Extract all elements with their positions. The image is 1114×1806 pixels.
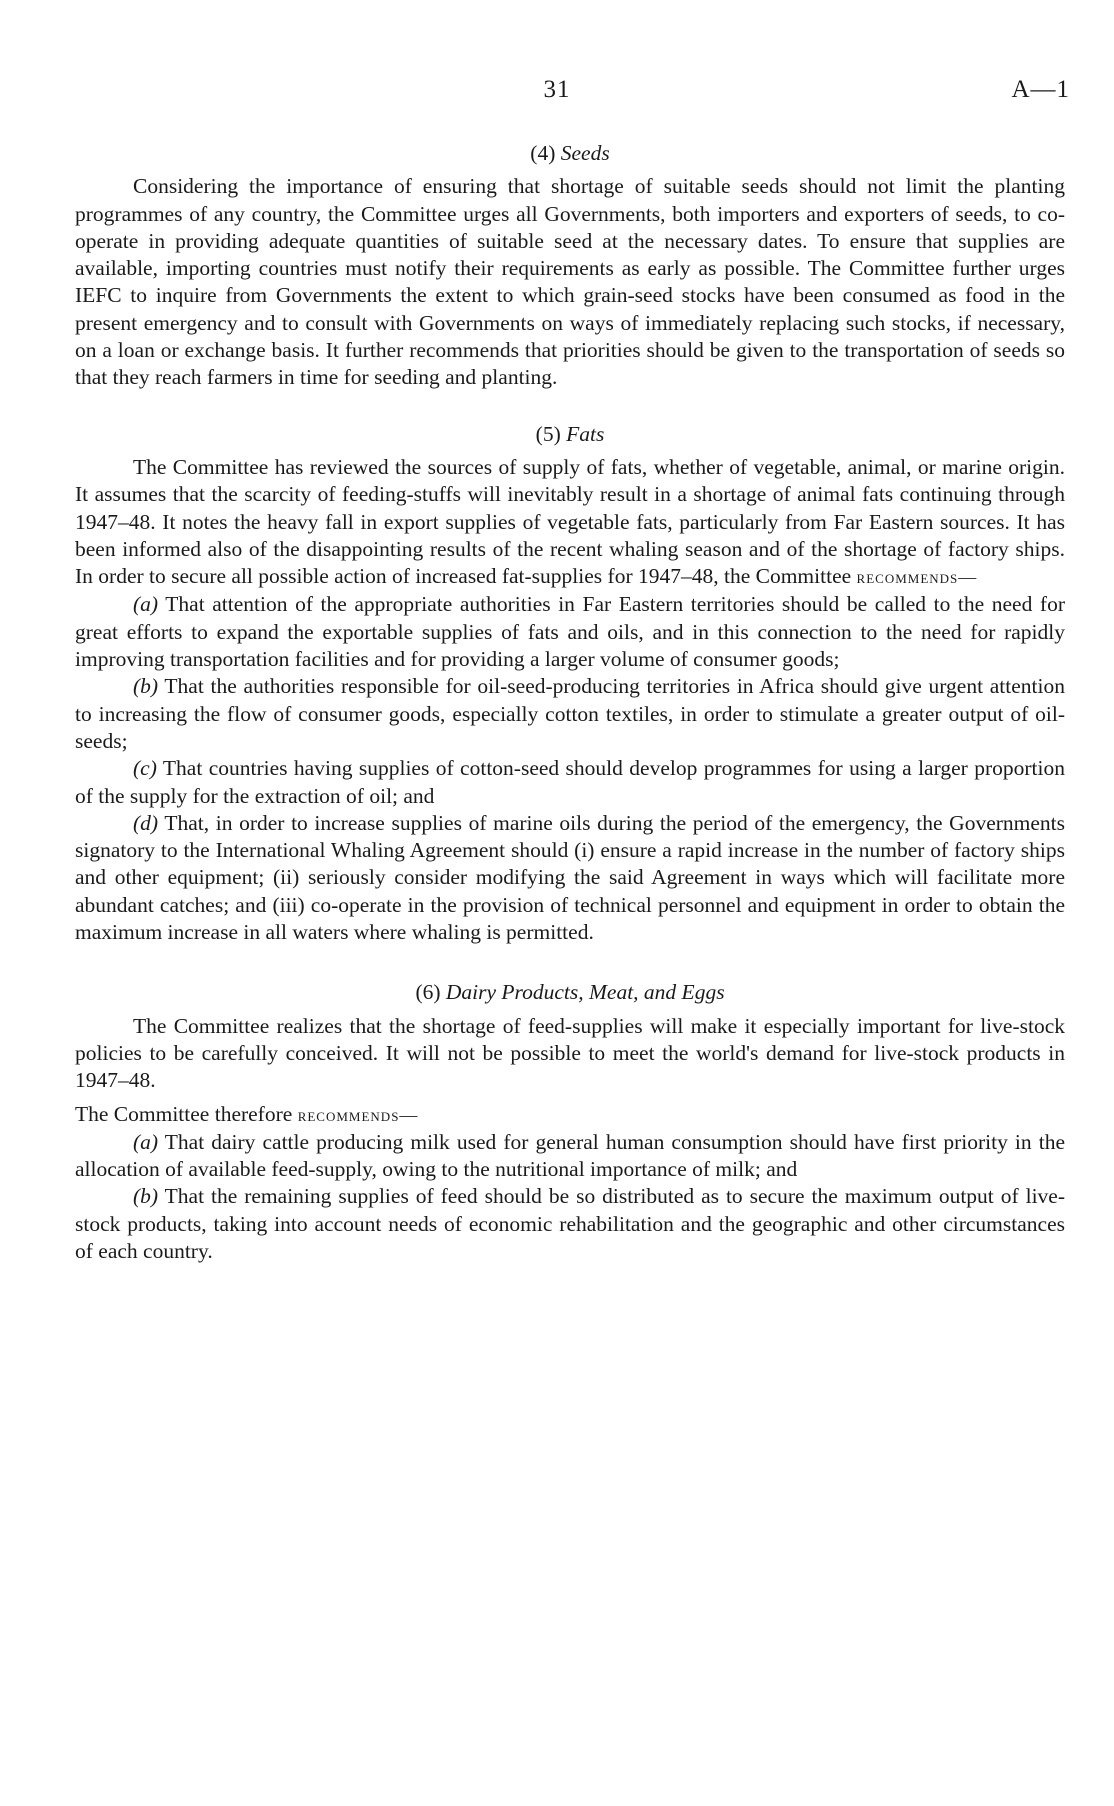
item-letter: (b): [133, 1184, 159, 1209]
item-text: That countries having supplies of cotton-seed should develop programmes for using a larger proportion of the supply for the extraction of oil; and: [75, 756, 1065, 808]
section-number: (4): [530, 141, 556, 165]
item-letter: (d): [133, 810, 159, 835]
fats-recommendation-c: [75, 755, 1065, 810]
item-letter: (a): [133, 1129, 159, 1154]
page-number: 31: [543, 76, 571, 103]
item-text: That, in order to increase supplies of marine oils during the period of the emergency, the Governments signatory to the International Whaling Agreement should (i) ensure a rapid increase in the number of factory ships and other equipment; (ii) seriously consider modifying the said Agreement in ways which will facilitate more abundant catches; and (iii) co-operate in the provision of technical personnel and equipment in order to obtain the maximum increase in all waters where whaling is permitted.: [75, 810, 1065, 945]
section-heading-dairy: [75, 979, 1065, 1006]
dairy-recommends-line: [75, 1101, 1065, 1129]
section-heading-seeds: [75, 140, 1065, 167]
item-letter: (a): [133, 592, 159, 617]
document-reference: A—1: [1011, 76, 1070, 103]
fats-intro-paragraph: [75, 454, 1065, 591]
section-number: (5): [535, 421, 561, 446]
item-text: That the remaining supplies of feed should be so distributed as to secure the maximum output of live-stock products, taking into account needs of economic rehabilitation and the geographic and other circumstances of each country.: [75, 1184, 1065, 1263]
dairy-recommendation-b: [75, 1183, 1065, 1265]
fats-recommendation-b: [75, 673, 1065, 755]
dairy-intro-paragraph: The Committee realizes that the shortage of feed-supplies will make it especially important for live-stock policies to be carefully conceived. It will not be possible to meet the world's demand for live-stock products in 1947–48.: [75, 1013, 1065, 1093]
section-number: (6): [415, 980, 441, 1005]
item-text: That the authorities responsible for oil-seed-producing territories in Africa should give urgent attention to increasing the flow of consumer goods, especially cotton textiles, in order to stimulate a greater output of oil-seeds;: [75, 674, 1065, 753]
fats-recommendation-d: [75, 810, 1065, 946]
fats-recommendation-a: [75, 591, 1065, 673]
fats-intro-text: The Committee has reviewed the sources of supply of fats, whether of vegetable, animal, or marine origin. It assumes that the scarcity of feeding-stuffs will inevitably result in a shortage of animal fats continuing through 1947–48. It notes the heavy fall in export supplies of vegetable fats, particularly from Far Eastern sources. It has been informed also of the disappointing results of the recent whaling season and of the shortage of factory ships. In order to secure all possible action of increased fat-supplies for 1947–48, the Committee: [75, 454, 1065, 589]
dairy-recommendation-a: [75, 1129, 1065, 1184]
section-heading-fats: [75, 421, 1065, 448]
item-letter: (c): [133, 756, 157, 781]
section-title: Seeds: [560, 141, 610, 165]
item-letter: (b): [133, 674, 159, 699]
seeds-paragraph: Considering the importance of ensuring that shortage of suitable seeds should not limit the planting programmes of any country, the Committee urges all Governments, both importers and exporters of seeds, to co-operate in providing adequate quantities of suitable seed at the necessary dates. To ensure that supplies are available, importing countries must notify their requirements as early as possible. The Committee further urges IEFC to inquire from Governments the extent to which grain-seed stocks have been consumed as food in the present emergency and to consult with Governments on ways of immediately replacing such stocks, if necessary, on a loan or exchange basis. It further recommends that priorities should be given to the transportation of seeds so that they reach farmers in time for seeding and planting.: [75, 174, 1065, 390]
recommends-label: recommends—: [856, 567, 978, 588]
section-title: Dairy Products, Meat, and Eggs: [445, 980, 725, 1005]
item-text: That dairy cattle producing milk used for general human consumption should have first priority in the allocation of available feed-supply, owing to the nutritional importance of milk; and: [75, 1129, 1065, 1182]
page-content: [75, 140, 1065, 1265]
section-title: Fats: [566, 421, 605, 446]
item-text: That attention of the appropriate authorities in Far Eastern territories should be called to the need for great efforts to expand the exportable supplies of fats and oils, and in this connection to the need for rapidly improving transportation facilities and for providing a larger volume of consumer goods;: [75, 592, 1065, 672]
dairy-lead-text: The Committee therefore: [75, 1101, 293, 1126]
recommends-label: recommends—: [297, 1104, 419, 1125]
